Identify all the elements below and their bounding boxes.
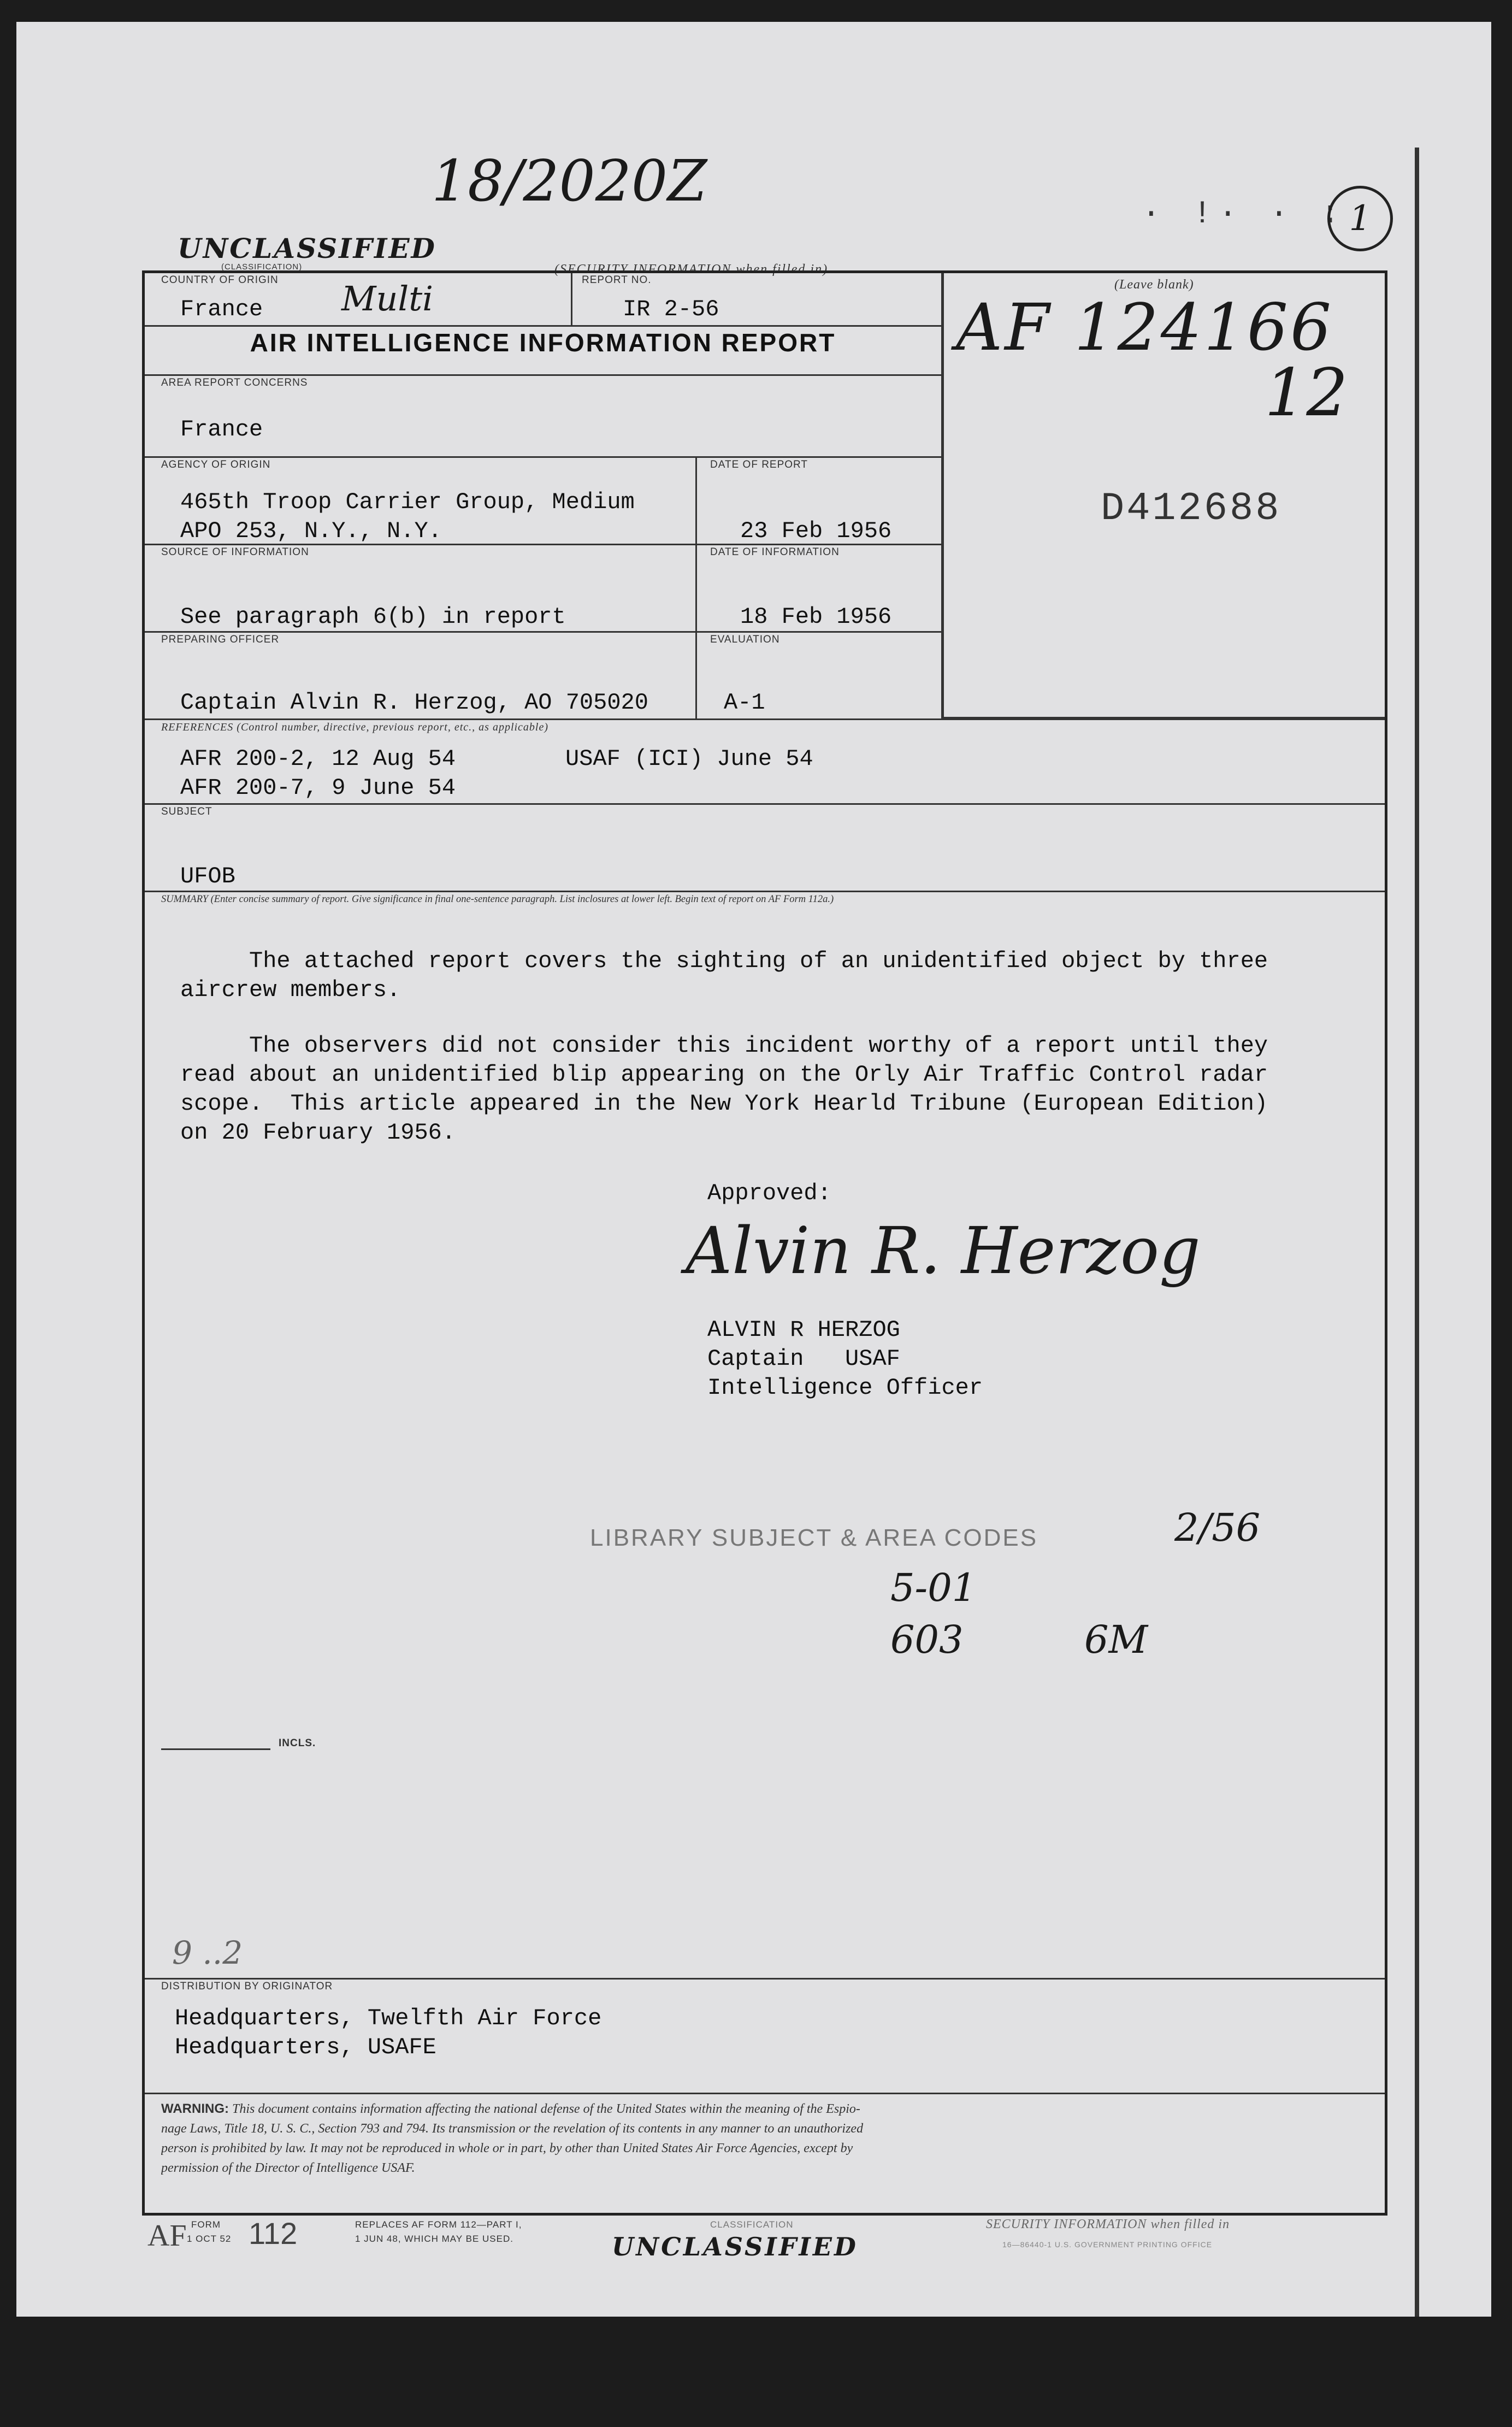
signature: Alvin R. Herzog xyxy=(686,1213,1201,1288)
rule xyxy=(145,325,941,327)
small-handwriting: 9 ..2 xyxy=(172,1934,243,1971)
footer-replaces-2: 1 JUN 48, WHICH MAY BE USED. xyxy=(355,2234,513,2244)
references-label: REFERENCES (Control number, directive, previous report, etc., as applicable) xyxy=(161,721,549,733)
approver-rank: Captain USAF xyxy=(707,1346,900,1372)
approved-label: Approved: xyxy=(707,1180,831,1206)
rule xyxy=(145,456,941,458)
report-no-label: REPORT NO. xyxy=(582,274,652,286)
footer-af: AF xyxy=(147,2219,187,2253)
subject-value: UFOB xyxy=(180,863,235,889)
warning-line-1 xyxy=(161,2099,1374,2119)
area-value: France xyxy=(180,416,263,443)
distribution-line-2: Headquarters, USAFE xyxy=(175,2034,436,2060)
rule xyxy=(145,718,1385,720)
handwritten-tail: 12 xyxy=(1265,355,1348,431)
library-stamp: LIBRARY SUBJECT & AREA CODES xyxy=(590,1524,1038,1551)
leave-blank-label: (Leave blank) xyxy=(1114,278,1194,292)
footer-gpo: 16—86440-1 U.S. GOVERNMENT PRINTING OFFICE xyxy=(1002,2240,1213,2249)
area-label: AREA REPORT CONCERNS xyxy=(161,377,308,388)
footer-classification-caption: CLASSIFICATION xyxy=(710,2219,794,2230)
rule xyxy=(145,374,941,376)
rule xyxy=(145,631,941,633)
rule xyxy=(145,1978,1385,1980)
warning-text-1: This document contains information affecting the national defense of the United States within the meaning of the Espio- xyxy=(232,2102,860,2116)
reference-3: USAF (ICI) June 54 xyxy=(565,746,813,772)
body-p2-line-4: on 20 February 1956. xyxy=(180,1120,456,1146)
date-info-value: 18 Feb 1956 xyxy=(740,604,892,630)
source-label: SOURCE OF INFORMATION xyxy=(161,546,309,558)
footer-replaces-1: REPLACES AF FORM 112—PART I, xyxy=(355,2219,522,2230)
page-fold-edge xyxy=(1415,148,1419,2317)
incls-line xyxy=(161,1748,270,1750)
document-page xyxy=(16,22,1491,2317)
library-code-3: 603 xyxy=(890,1617,964,1662)
library-code-1: 2/56 xyxy=(1174,1505,1261,1550)
subject-label: SUBJECT xyxy=(161,806,212,817)
stamp-number: D412688 xyxy=(1101,486,1281,531)
officer-label: PREPARING OFFICER xyxy=(161,634,280,645)
warning-block xyxy=(161,2099,1374,2178)
approver-name: ALVIN R HERZOG xyxy=(707,1317,900,1343)
rule xyxy=(695,456,697,718)
body-p1-line-2: aircrew members. xyxy=(180,977,401,1003)
date-info-label: DATE OF INFORMATION xyxy=(710,546,840,558)
country-label: COUNTRY OF ORIGIN xyxy=(161,274,279,286)
body-p2-line-1: The observers did not consider this incident worthy of a report until they xyxy=(180,1033,1268,1059)
page-number-circle xyxy=(1327,186,1393,251)
reference-2: AFR 200-7, 9 June 54 xyxy=(180,775,456,801)
rule xyxy=(571,273,572,325)
report-form xyxy=(142,270,1387,2216)
date-report-label: DATE OF REPORT xyxy=(710,459,808,470)
body-p1-line-1: The attached report covers the sighting of an unidentified object by three xyxy=(180,948,1268,974)
footer-form-caption-1: FORM xyxy=(191,2219,221,2230)
date-report-value: 23 Feb 1956 xyxy=(740,518,892,544)
source-value: See paragraph 6(b) in report xyxy=(180,604,566,630)
classification-top: UNCLASSIFIED xyxy=(178,232,436,264)
classification-caption: (CLASSIFICATION) xyxy=(221,262,303,272)
distribution-label: DISTRIBUTION BY ORIGINATOR xyxy=(161,1981,333,1992)
agency-label: AGENCY OF ORIGIN xyxy=(161,459,271,470)
corner-marks: · !· · : xyxy=(1142,197,1346,232)
footer-form-number: 112 xyxy=(249,2216,298,2251)
library-code-4: 6M xyxy=(1084,1617,1148,1662)
officer-value: Captain Alvin R. Herzog, AO 705020 xyxy=(180,690,648,716)
country-value: France xyxy=(180,296,263,322)
warning-line-2: nage Laws, Title 18, U. S. C., Section 793 and 794. Its transmission or the revelation of its contents in any manner to an unauthorized xyxy=(161,2122,864,2136)
form-title: AIR INTELLIGENCE INFORMATION REPORT xyxy=(250,328,836,357)
country-handwritten-note: Multi xyxy=(341,279,433,319)
distribution-line-1: Headquarters, Twelfth Air Force xyxy=(175,2005,602,2031)
agency-line-2: APO 253, N.Y., N.Y. xyxy=(180,518,442,544)
footer-form-caption-2: 1 OCT 52 xyxy=(187,2234,232,2244)
warning-line-3: person is prohibited by law. It may not be reproduced in whole or in part, by other than United States Air Force Agencies, except by xyxy=(161,2141,853,2155)
evaluation-value: A-1 xyxy=(724,690,765,716)
page-number: 1 xyxy=(1349,198,1372,239)
body-p2-line-2: read about an unidentified blip appearing on the Orly Air Traffic Control radar xyxy=(180,1062,1268,1088)
warning-line-4: permission of the Director of Intelligence USAF. xyxy=(161,2161,415,2175)
report-no-value: IR 2-56 xyxy=(623,296,719,322)
reference-1: AFR 200-2, 12 Aug 54 xyxy=(180,746,456,772)
handwritten-date-time-group: 18/2020Z xyxy=(432,148,707,214)
warning-label: WARNING: xyxy=(161,2101,229,2116)
library-code-2: 5-01 xyxy=(890,1565,977,1610)
summary-label: SUMMARY (Enter concise summary of report. Give significance in final one-sentence paragraph. List inclosures at lower left. Begin text of report on AF Form 112a.) xyxy=(161,894,834,905)
footer-security-info: SECURITY INFORMATION when filled in xyxy=(986,2217,1230,2231)
footer-classification: UNCLASSIFIED xyxy=(612,2232,858,2261)
rule xyxy=(145,2093,1385,2094)
rule xyxy=(145,891,1385,892)
rule xyxy=(145,803,1385,805)
incls-label: INCLS. xyxy=(279,1737,316,1749)
agency-line-1: 465th Troop Carrier Group, Medium xyxy=(180,489,635,515)
approver-role: Intelligence Officer xyxy=(707,1375,983,1401)
rule xyxy=(941,273,944,718)
af-number-handwritten: AF 124166 xyxy=(956,290,1334,365)
security-info-top: (SECURITY INFORMATION when filled in) xyxy=(554,262,829,276)
evaluation-label: EVALUATION xyxy=(710,634,780,645)
body-p2-line-3: scope. This article appeared in the New York Hearld Tribune (European Edition) xyxy=(180,1091,1268,1117)
